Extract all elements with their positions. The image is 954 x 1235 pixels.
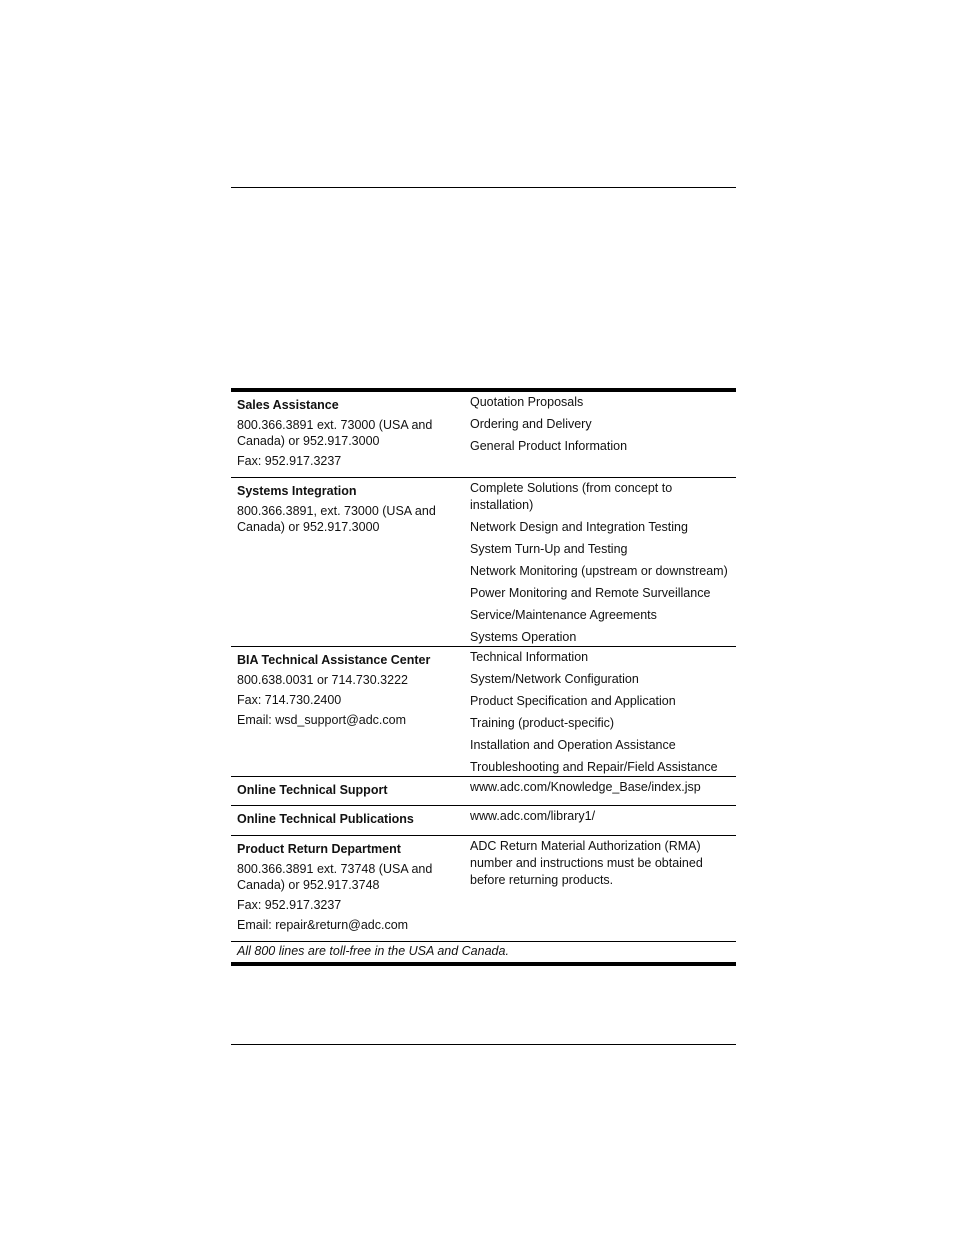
service-item: Power Monitoring and Remote Surveillance bbox=[470, 586, 711, 600]
service-item: Product Specification and Application bbox=[470, 694, 676, 708]
service-item: Systems Operation bbox=[470, 630, 577, 644]
service-item: Troubleshooting and Repair/Field Assistance bbox=[470, 760, 718, 774]
table-row-sales bbox=[231, 392, 736, 478]
service-url: www.adc.com/library1/ bbox=[470, 809, 596, 823]
contact-table bbox=[231, 388, 736, 966]
row-services-cell bbox=[464, 836, 736, 941]
row-contact-cell bbox=[231, 806, 464, 835]
service-item: System Turn-Up and Testing bbox=[470, 542, 628, 556]
contact-line: 800.366.3891 ext. 73000 (USA and Canada) or 952.917.3000 bbox=[237, 418, 433, 448]
contact-line: 800.366.3891 ext. 73748 (USA and Canada) or 952.917.3748 bbox=[237, 862, 433, 892]
table-footnote: All 800 lines are toll-free in the USA and Canada. bbox=[237, 944, 509, 958]
service-item: ADC Return Material Authorization (RMA) number and instructions must be obtained before returning products. bbox=[470, 839, 703, 887]
contact-line: Fax: 952.917.3237 bbox=[237, 898, 342, 912]
row-contact-cell bbox=[231, 647, 464, 776]
contact-line: 800.638.0031 or 714.730.3222 bbox=[237, 673, 408, 687]
row-services-cell bbox=[464, 478, 736, 646]
top-rule bbox=[231, 187, 736, 188]
table-row-online-publications bbox=[231, 806, 736, 836]
service-item: Training (product-specific) bbox=[470, 716, 615, 730]
service-item: Service/Maintenance Agreements bbox=[470, 608, 657, 622]
service-item: System/Network Configuration bbox=[470, 672, 639, 686]
row-services-cell bbox=[464, 777, 736, 805]
row-title: BIA Technical Assistance Center bbox=[237, 653, 431, 667]
table-row-online-support bbox=[231, 777, 736, 806]
row-contact-cell bbox=[231, 392, 464, 477]
service-item: Network Monitoring (upstream or downstream) bbox=[470, 564, 728, 578]
service-item: Ordering and Delivery bbox=[470, 417, 592, 431]
row-title: Online Technical Support bbox=[237, 783, 388, 797]
service-item: General Product Information bbox=[470, 439, 628, 453]
row-title: Sales Assistance bbox=[237, 398, 339, 412]
row-contact-cell bbox=[231, 777, 464, 805]
service-item: Complete Solutions (from concept to installation) bbox=[470, 481, 673, 512]
service-item: Network Design and Integration Testing bbox=[470, 520, 688, 534]
contact-line: Fax: 952.917.3237 bbox=[237, 454, 342, 468]
row-services-cell bbox=[464, 806, 736, 835]
row-services-cell bbox=[464, 392, 736, 477]
row-contact-cell bbox=[231, 836, 464, 941]
contact-line: 800.366.3891, ext. 73000 (USA and Canada) or 952.917.3000 bbox=[237, 504, 436, 534]
service-item: Quotation Proposals bbox=[470, 395, 584, 409]
service-url: www.adc.com/Knowledge_Base/index.jsp bbox=[470, 780, 701, 794]
table-row-bia-tac bbox=[231, 647, 736, 777]
bottom-rule bbox=[231, 1044, 736, 1045]
row-title: Online Technical Publications bbox=[237, 812, 414, 826]
table-row-systems-integration bbox=[231, 478, 736, 647]
row-title: Systems Integration bbox=[237, 484, 357, 498]
contact-line: Email: wsd_support@adc.com bbox=[237, 713, 407, 727]
row-services-cell bbox=[464, 647, 736, 776]
contact-line: Email: repair&return@adc.com bbox=[237, 918, 409, 932]
service-item: Installation and Operation Assistance bbox=[470, 738, 676, 752]
service-item: Technical Information bbox=[470, 650, 589, 664]
contact-line: Fax: 714.730.2400 bbox=[237, 693, 342, 707]
row-title: Product Return Department bbox=[237, 842, 401, 856]
row-contact-cell bbox=[231, 478, 464, 646]
table-row-product-return bbox=[231, 836, 736, 942]
